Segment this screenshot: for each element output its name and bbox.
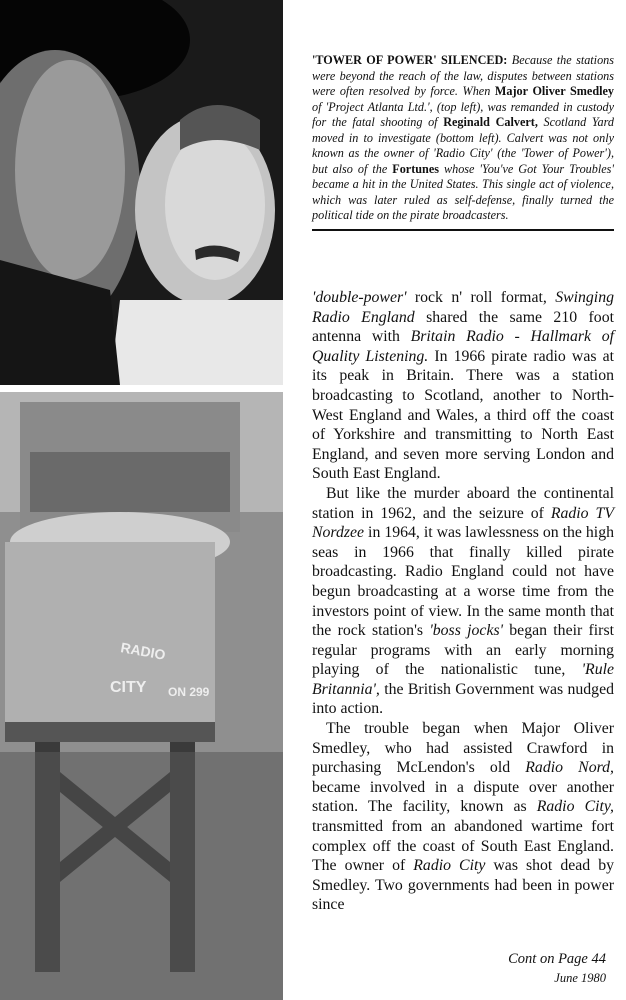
paragraph-1 <box>312 288 614 484</box>
text-run: Radio City <box>413 857 486 875</box>
text-run: Radio Nord, <box>525 759 614 777</box>
caption-divider <box>312 229 614 231</box>
men-photo-illustration <box>0 0 283 385</box>
text-run: Radio TV Nordzee <box>312 504 614 542</box>
paragraph-3 <box>312 719 614 915</box>
paragraph-2 <box>312 484 614 719</box>
text-run: In 1966 pirate radio was at its peak in Britain. There was a station broadcasting to Scotland, another to North-West England and Wales, a third off the coast of Yorkshire and transmitting to North East England, and seven more serving London and South East England. <box>312 347 614 483</box>
caption-name-calvert: Reginald Calvert, <box>443 115 538 129</box>
caption-text-4: whose 'You've Got Your Troubles' became a hit in the United States. This single act of violence, which was later ruled as self-defense, finally turned the political tide on the pirate broadcasters. <box>312 161 614 222</box>
photo-radio-city-fort <box>0 392 283 1000</box>
issue-date: June 1980 <box>554 971 606 985</box>
fort-photo-illustration <box>0 392 283 1000</box>
text-run: Britain Radio - Hallmark of Quality Listening. <box>312 328 614 365</box>
caption-text-2: of 'Project Atlanta Ltd.', (top left), was remanded in custody for the fatal shooting of <box>312 99 614 129</box>
text-run: 'Rule Britannia', <box>312 661 614 698</box>
caption-name-smedley: Major Oliver Smedley <box>494 84 614 98</box>
text-run: 'boss jocks' <box>429 622 503 640</box>
sign-line-1: RADIO <box>119 639 167 663</box>
text-run: But like the murder aboard the continental station in 1962, and the seizure of <box>312 484 614 522</box>
text-run: began their first regular programs with an early morning playing of the nationalistic tune, <box>312 622 614 679</box>
article-body <box>312 288 614 915</box>
text-run: shared the same 210 foot antenna with <box>312 308 614 346</box>
text-run: 'double-power' <box>312 289 407 306</box>
text-run: The trouble began when Major Oliver Smedley, who had assisted Crawford in purchasing McLendon's old <box>312 720 614 777</box>
caption-lead: 'TOWER OF POWER' SILENCED: <box>312 53 508 67</box>
photo-caption <box>312 53 614 224</box>
caption-text-3: Scotland Yard moved in to investigate (bottom left). Calvert was not only known as the owner of 'Radio City' (the 'Tower of Power'), but also of the <box>312 115 614 176</box>
text-run: Swinging Radio England <box>312 289 614 326</box>
sign-line-2: CITY <box>110 679 147 696</box>
continued-note: Cont on Page 44 <box>508 951 606 967</box>
text-run: in 1964, it was lawlessness on the high seas in 1966 that finally killed pirate broadcasting. Radio England could not have begun broadcasting at a worse time from the investors point of view. In the same month that the rock station's <box>312 524 614 640</box>
sign-line-3: ON 299 <box>168 685 210 699</box>
caption-name-fortunes: Fortunes <box>392 161 439 176</box>
text-run: transmitted from an abandoned wartime fort complex off the coast of South East England. The owner of <box>312 818 614 875</box>
text-run: rock n' roll format, <box>406 289 556 306</box>
text-run: was shot dead by Smedley. Two governments had been in power since <box>312 857 614 914</box>
photo-smedley-calvert <box>0 0 283 385</box>
text-run: became involved in a dispute over another station. The facility, known as <box>312 778 614 816</box>
caption-text-1: Because the stations were beyond the reach of the law, disputes between stations were often resolved by force. When <box>312 53 614 98</box>
text-run: Radio City, <box>536 798 614 816</box>
text-run: the British Government was nudged into action. <box>312 680 614 718</box>
